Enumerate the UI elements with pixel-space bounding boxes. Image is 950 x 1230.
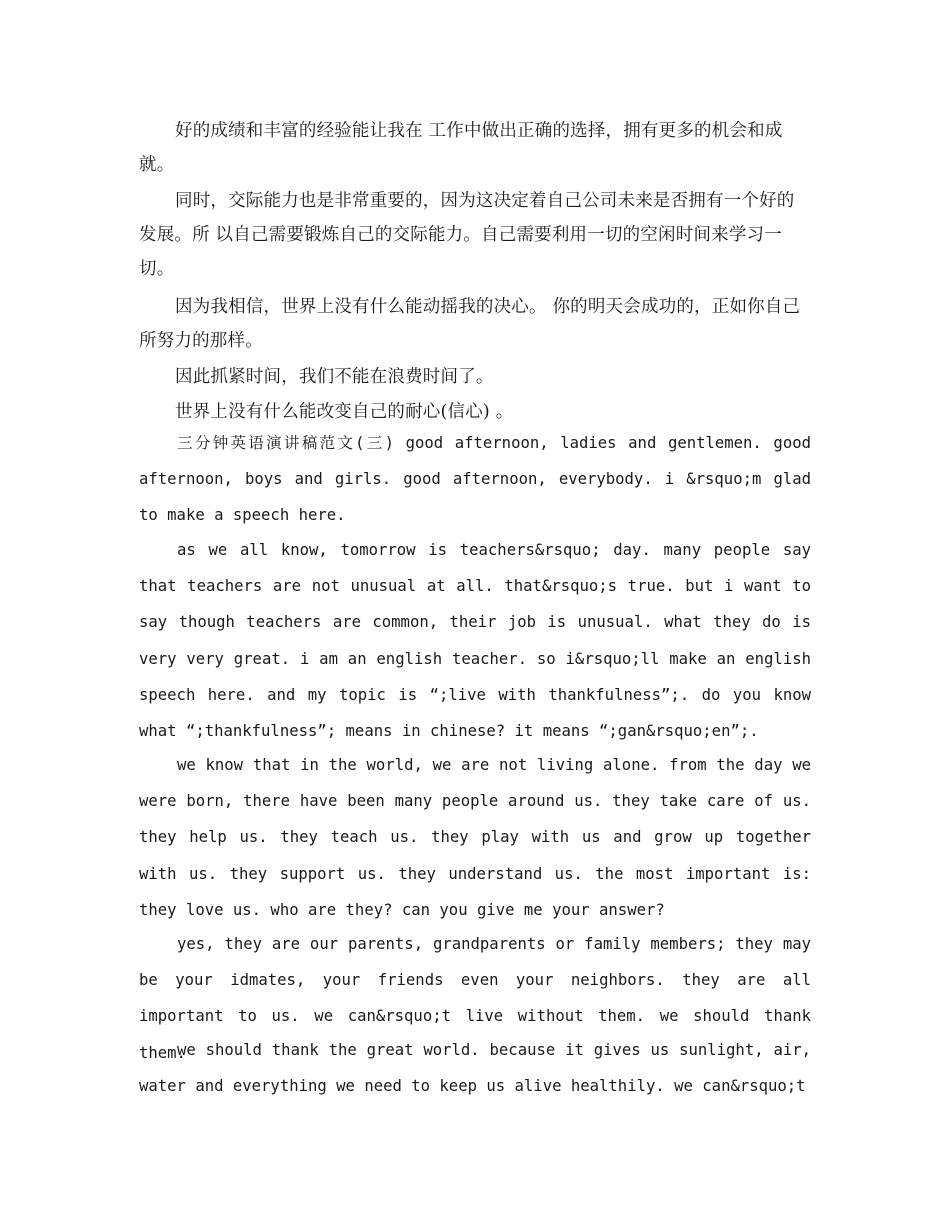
paragraph-5: 世界上没有什么能改变自己的耐心(信心) 。: [175, 402, 514, 422]
paragraph-1: 好的成绩和丰富的经验能让我在 工作中做出正确的选择，拥有更多的机会和成就。: [139, 121, 783, 175]
paragraph-4: 因此抓紧时间，我们不能在浪费时间了。: [175, 367, 494, 387]
paragraph-3: 因为我相信，世界上没有什么能动摇我的决心。 你的明天会成功的，正如你自己所努力的那样。: [139, 297, 801, 351]
paragraph-9: yes, they are our parents, grandparents or family members; they may be your idmates, your friends even your neighbors. they are all important to us. we can&rsquo;t live without them. we should thank them.: [139, 935, 811, 1062]
paragraph-7: as we all know, tomorrow is teachers&rsquo; day. many people say that teachers are not unusual at all. that&rsquo;s true. but i want to say though teachers are common, their job is unusual. what they do is very very great. i am an english teacher. so i&rsquo;ll make an english speech here. and my topic is “;live with thankfulness”;. do you know what “;thankfulness”; means in chinese? it means “;gan&rsquo;en”;.: [139, 541, 811, 741]
paragraph-2: 同时，交际能力也是非常重要的，因为这决定着自己公司未来是否拥有一个好的发展。所 以自己需要锻炼自己的交际能力。自己需要利用一切的空闲时间来学习一切。: [139, 191, 795, 279]
paragraph-8: we know that in the world, we are not living alone. from the day we were born, there have been many people around us. they take care of us. they help us. they teach us. they play with us and grow up together with us. they support us. they understand us. the most important is: they love us. who are they? can you give me your answer?: [139, 756, 811, 919]
paragraph-10: we should thank the great world. because it gives us sunlight, air, water and everything we need to keep us alive healthily. we can&rsquo;t: [139, 1041, 811, 1096]
paragraph-6: 三分钟英语演讲稿范文(三) good afternoon, ladies and gentlemen. good afternoon, boys and girls. good afternoon, everybody. i &rsquo;m glad to make a speech here.: [139, 434, 811, 525]
